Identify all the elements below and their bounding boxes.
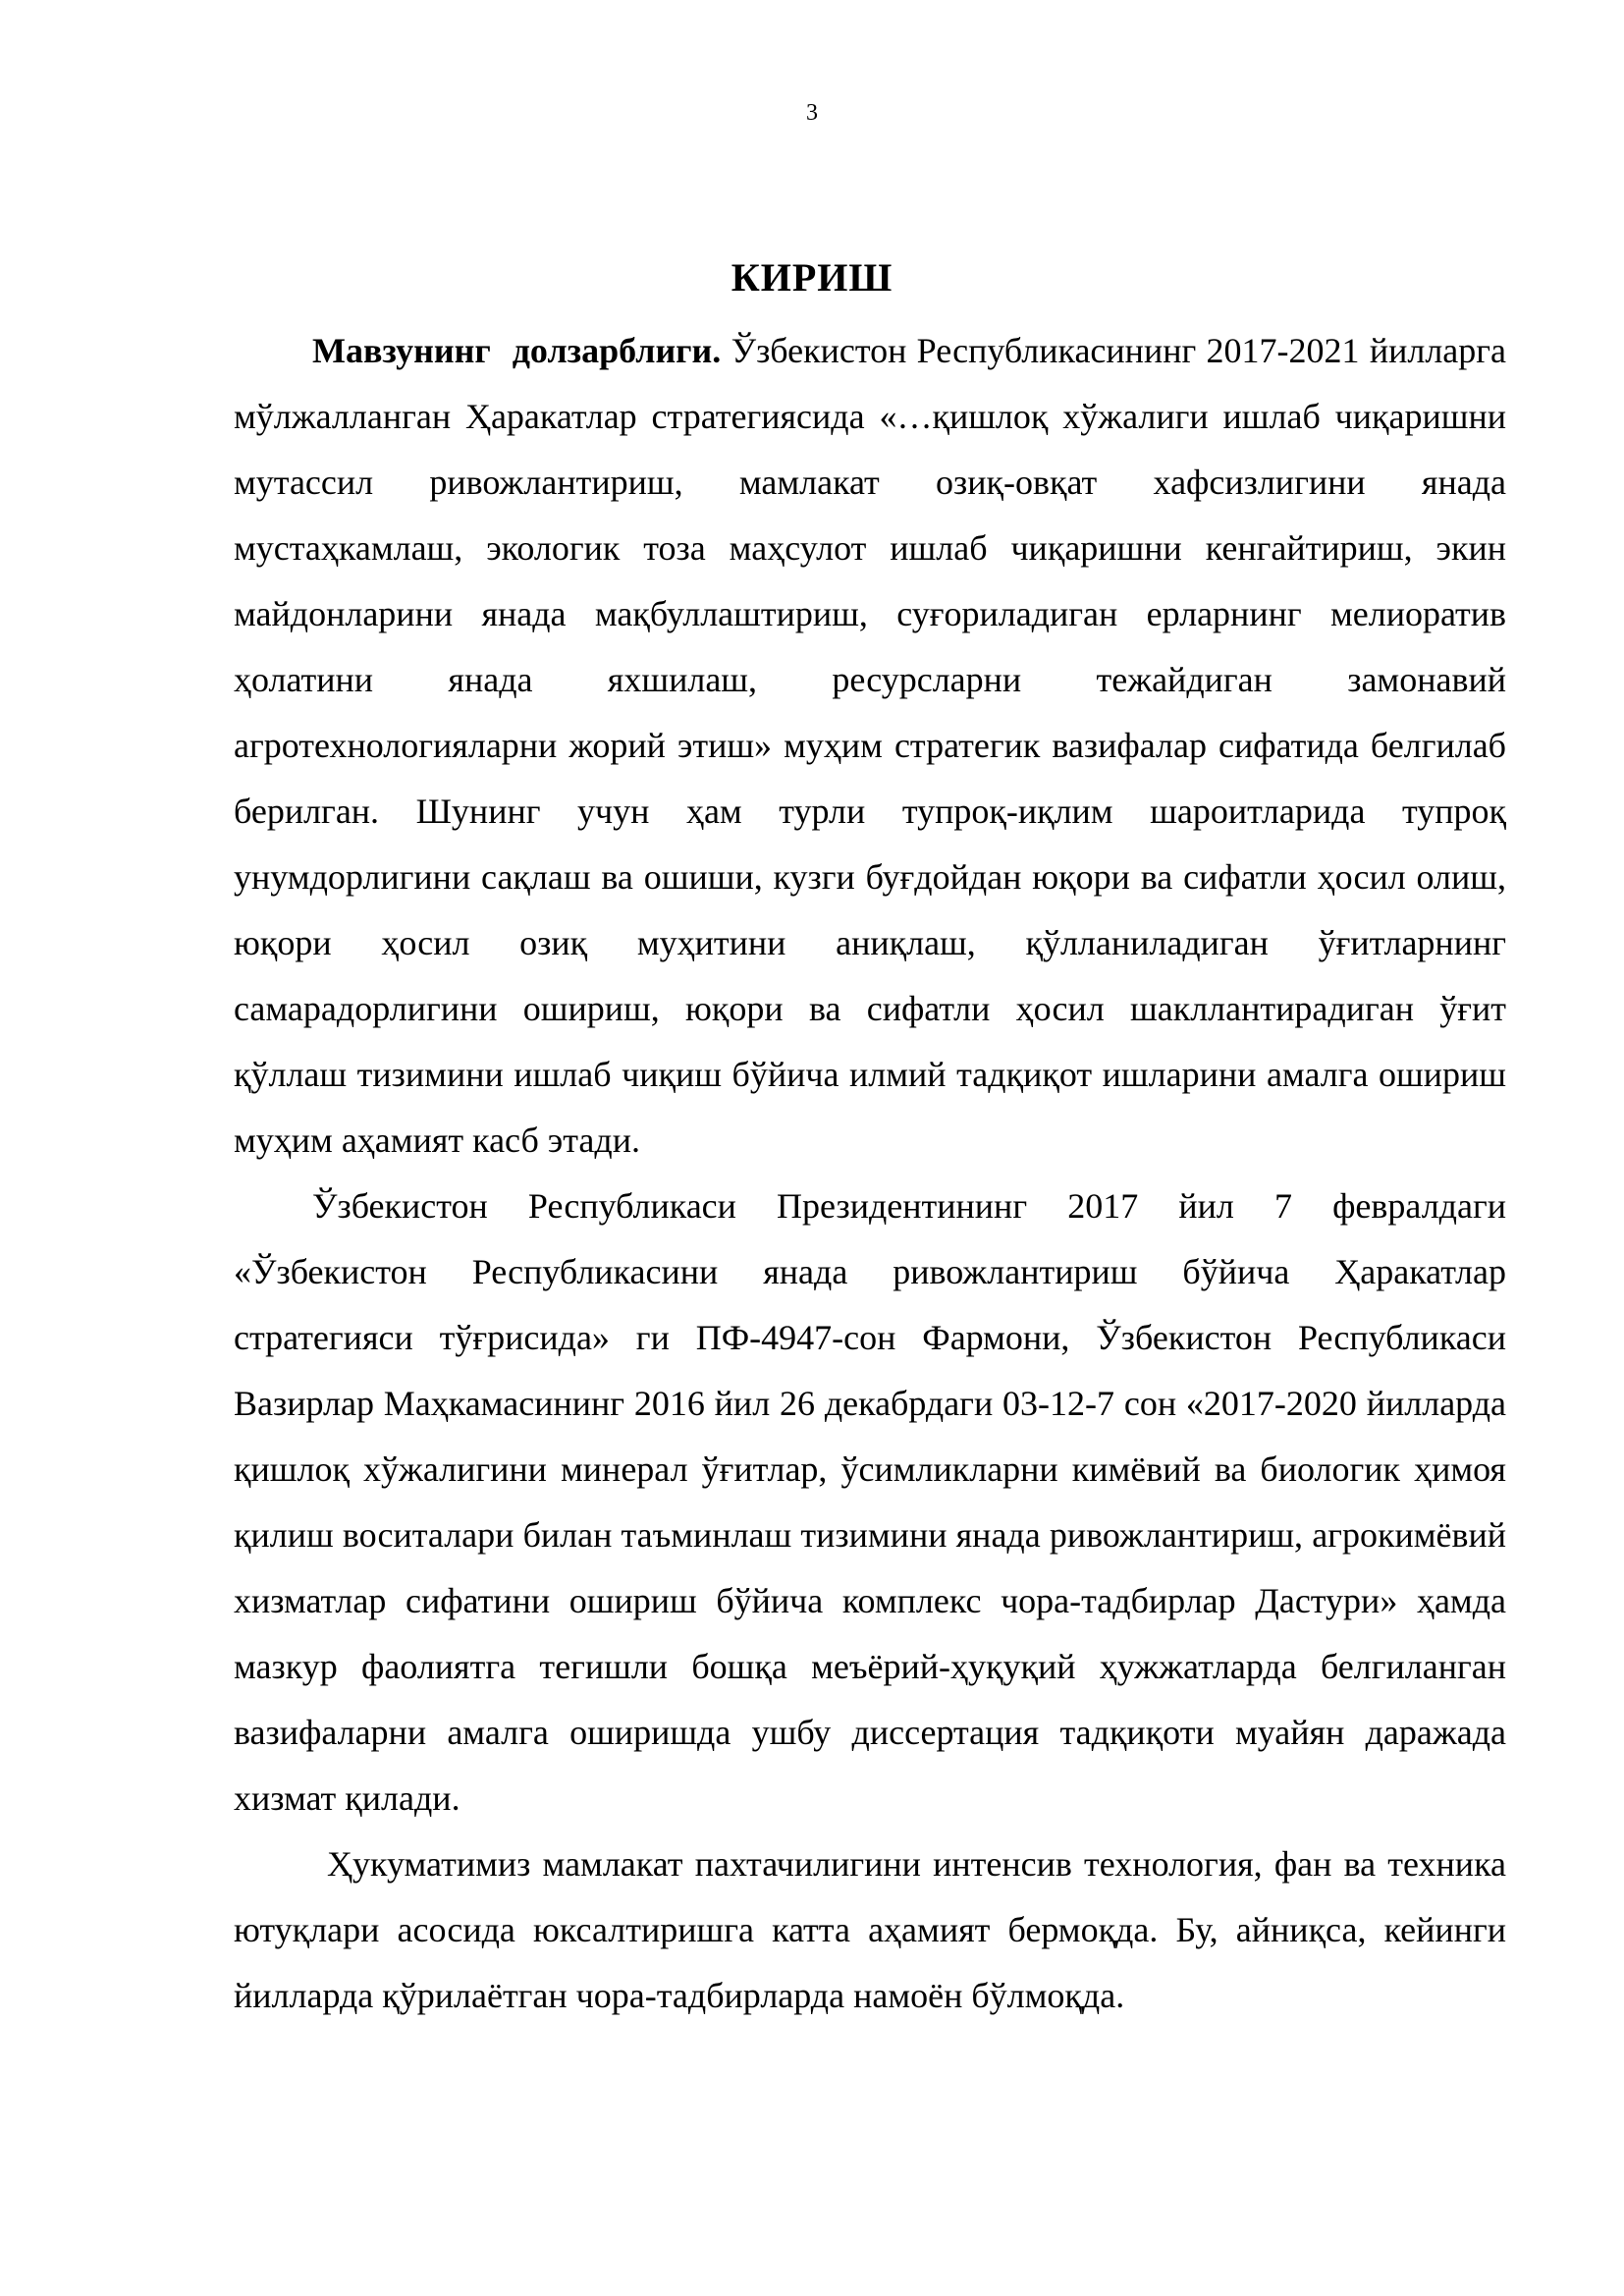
paragraph-government: Ҳукуматимиз мамлакат пахтачилигини интенсив технология, фан ва техника ютуқлари асосида юксалтиришга катта аҳамият бермоқда. Бу, айниқса, кейинги йилларда қўрилаётган чора-тадбирларда намоён бўлмоқда. (234, 1844, 1506, 2015)
lead-word-1: Мавзунинг (312, 331, 491, 370)
section-heading: КИРИШ (731, 255, 893, 300)
paragraph-decrees: Ўзбекистон Республикаси Президентининг 2017 йил 7 февралдаги «Ўзбекистон Республикасини янада ривожлантириш бўйича Ҳаракатлар стратегияси тўғрисида» ги ПФ-4947-сон Фармони, Ўзбекистон Республикаси Вазирлар Маҳкамасининг 2016 йил 26 декабрдаги 03-12-7 сон «2017-2020 йилларда қишлоқ хўжалигини минерал ўғитлар, ўсимликларни кимёвий ва биологик ҳимоя қилиш воситалари билан таъминлаш тизимини янада ривожлантириш, агрокимёвий хизматлар сифатини ошириш бўйича комплекс чора-тадбирлар Дастури» ҳамда мазкур фаолиятга тегишли бошқа меъёрий-ҳуқуқий ҳужжатларда белгиланган вазифаларни амалга оширишда ушбу диссертация тадқиқоти муайян даражада хизмат қилади. (234, 1186, 1506, 1818)
lead-word-2: долзарблиги. (512, 331, 722, 370)
page-number: 3 (806, 100, 818, 126)
paragraph-text: Ўзбекистон Республикасининг 2017-2021 йилларга мўлжалланган Ҳаракатлар стратегиясида «…қишлоқ хўжалиги ишлаб чиқаришни мутассил ривожлантириш, мамлакат озиқ-овқат хафсизлигини янада мустаҳкамлаш, экологик тоза маҳсулот ишлаб чиқаришни кенгайтириш, экин майдонларини янада мақбуллаштириш, суғориладиган ерларнинг мелиоратив ҳолатини янада яхшилаш, ресурсларни тежайдиган замонавий агротехнологияларни жорий этиш» муҳим стратегик вазифалар сифатида белгилаб берилган. Шунинг учун ҳам турли тупроқ-иқлим шароитларида тупроқ унумдорлигини сақлаш ва ошиши, кузги буғдойдан юқори ва сифатли ҳосил олиш, юқори ҳосил озиқ муҳитини аниқлаш, қўлланиладиган ўғитларнинг самарадорлигини ошириш, юқори ва сифатли ҳосил шакллантирадиган ўғит қўллаш тизимини ишлаб чиқиш бўйича илмий тадқиқот ишларини амалга ошириш муҳим аҳамият касб этади. (234, 331, 1506, 1160)
body-text (234, 318, 1506, 2029)
paragraph-lead (312, 331, 721, 370)
paragraph-relevance (234, 318, 1506, 1174)
